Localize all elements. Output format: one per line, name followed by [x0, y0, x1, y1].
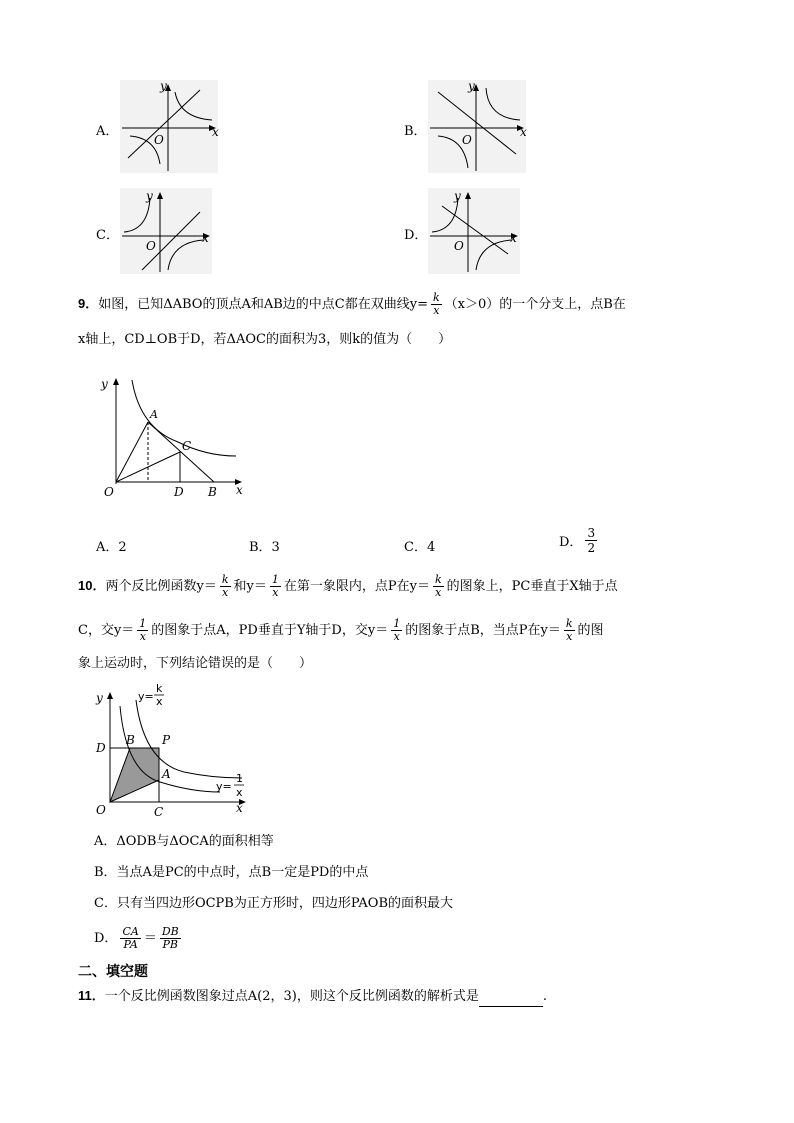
- q11-end: .: [542, 989, 547, 1004]
- q9-option-c: C．4: [404, 540, 436, 555]
- q8c-origin-label: O: [146, 239, 156, 253]
- q9-fig-A: A: [150, 408, 158, 421]
- q10-l2-a: C，交y＝: [78, 623, 135, 638]
- q8b-origin-label: O: [462, 133, 472, 147]
- q8c-y-label: y: [146, 189, 153, 203]
- q8c-x-label: x: [202, 231, 209, 245]
- q10-option-d-label: D．: [94, 931, 118, 946]
- q10-fig-one-num: 1: [236, 772, 243, 785]
- q10-fig-C: C: [154, 805, 164, 819]
- q10-l1-c: 在第一象限内，点P在y＝: [283, 579, 430, 594]
- q10-d-d2: PB: [162, 938, 179, 951]
- q10-fig-k-den: x: [156, 695, 163, 708]
- q10-l1-f2n: 1: [271, 573, 279, 586]
- q10-l1-frac3: [433, 574, 444, 599]
- q8a-y-label: y: [160, 79, 167, 93]
- q10-l2-frac2: [391, 618, 402, 643]
- q10-option-c: C．只有当四边形OCPB为正方形时，四边形PAOB的面积最大: [94, 896, 454, 911]
- q9-fig-D: D: [174, 485, 184, 499]
- q8b-y-label: y: [468, 79, 475, 93]
- q10-fig-O: O: [96, 803, 106, 817]
- q9-d-num: 3: [587, 526, 596, 540]
- q9-stem-line2: [78, 330, 451, 350]
- q10-l1-f1d: x: [222, 586, 229, 599]
- q10-fig-D: D: [96, 741, 106, 755]
- section-2-title: 二、填空题: [78, 964, 148, 980]
- q9-option-b: B．3: [249, 540, 280, 555]
- q9-option-d-label: D．: [559, 535, 583, 550]
- q10-l2-f2d: x: [393, 630, 400, 643]
- q10-option-a: A．ΔODB与ΔOCA的面积相等: [94, 834, 274, 849]
- q10-fig-k-pre: y=: [138, 690, 154, 703]
- q10-stem-line2: [78, 618, 604, 643]
- q10-number: 10．: [78, 578, 106, 593]
- q9-frac-num: k: [432, 291, 440, 304]
- q8-option-c-graph: [120, 188, 212, 274]
- q10-l2-c: 的图象于点B，当点P在y＝: [405, 623, 561, 638]
- q9-fig-C: C: [182, 439, 192, 453]
- q10-l2-frac3: [564, 618, 575, 643]
- q10-l2-b: 的图象于点A，PD垂直于Y轴于D，交y＝: [151, 623, 389, 638]
- q10-fig-B: B: [126, 733, 135, 747]
- q8b-x-label: x: [520, 125, 527, 139]
- q9-text3: x轴上，CD⊥OB于D，若ΔAOC的面积为3，则k的值为（ ）: [78, 332, 452, 347]
- q9-fig-y: y: [101, 377, 108, 391]
- q10-fig-P: P: [162, 733, 171, 747]
- q9-option-d-fraction: [585, 526, 597, 555]
- q10-l1-a: 两个反比例函数y＝: [105, 579, 217, 594]
- q10-d-frac1: [120, 926, 140, 951]
- q10-l2-f3d: x: [566, 630, 573, 643]
- q10-d-eq: ＝: [143, 931, 157, 946]
- q10-l1-f3n: k: [434, 573, 442, 586]
- q10-stem-line1: [78, 574, 618, 599]
- q10-d-n1: CA: [122, 925, 139, 938]
- q10-d-d1: PA: [123, 938, 138, 951]
- q10-l2-f3n: k: [565, 617, 573, 630]
- q10-option-b: B．当点A是PC的中点时，点B一定是PD的中点: [94, 865, 369, 880]
- q11-answer-blank[interactable]: [479, 992, 543, 1007]
- q8d-origin-label: O: [454, 239, 464, 253]
- q9-fig-x: x: [236, 483, 243, 497]
- q9-option-a: A．2: [96, 540, 127, 555]
- q10-l1-f3d: x: [435, 586, 442, 599]
- q8-option-a-graph: [120, 80, 218, 173]
- q10-fig-k-num: k: [156, 682, 163, 695]
- q9-stem-line1: [78, 292, 626, 317]
- q10-d-n2: DB: [161, 925, 179, 938]
- q9-fraction: [431, 292, 442, 317]
- q10-l3: 象上运动时，下列结论错误的是（ ）: [78, 656, 313, 671]
- q9-option-d: [559, 526, 600, 555]
- q8-option-b-graph: [428, 80, 526, 173]
- q10-l1-f1n: k: [221, 573, 229, 586]
- q10-l2-f1n: 1: [139, 617, 147, 630]
- q8a-x-label: x: [212, 125, 219, 139]
- q9-text2: （x＞0）的一个分支上，点B在: [444, 297, 626, 312]
- q11-stem: [78, 986, 547, 1007]
- q10-l2-f2n: 1: [393, 617, 401, 630]
- q10-l1-frac2: [270, 574, 281, 599]
- q10-fig-x: x: [236, 801, 243, 815]
- q10-l2-f1d: x: [139, 630, 146, 643]
- q8d-y-label: y: [454, 189, 461, 203]
- q10-l2-d: 的图: [577, 623, 604, 638]
- q9-number: 9．: [78, 296, 99, 311]
- q9-text1: 如图，已知ΔABO的顶点A和AB边的中点C都在双曲线y=: [98, 297, 428, 312]
- q8-option-d-graph: [428, 188, 520, 274]
- q9-figure: [96, 372, 256, 502]
- q10-fig-A: A: [162, 767, 171, 781]
- q10-l2-frac1: [137, 618, 148, 643]
- q10-fig-one-pre: y=: [216, 780, 232, 793]
- q8-option-b-label: B．: [404, 124, 427, 139]
- q10-stem-line3: [78, 654, 312, 674]
- q10-l1-d: 的图象上，PC垂直于X轴于点: [446, 579, 618, 594]
- q11-number: 11．: [78, 988, 105, 1003]
- q8-option-c-label: C．: [96, 228, 119, 243]
- q9-frac-den: x: [433, 304, 440, 317]
- q9-fig-B: B: [208, 485, 217, 499]
- q10-l1-frac1: [220, 574, 231, 599]
- q9-d-den: 2: [587, 541, 596, 555]
- q8a-origin-label: O: [154, 133, 164, 147]
- q10-fig-one-den: x: [236, 786, 243, 799]
- q10-option-d: [94, 924, 184, 954]
- q8-option-d-label: D．: [404, 228, 428, 243]
- q11-text: 一个反比例函数图象过点A(2，3)，则这个反比例函数的解析式是: [104, 989, 479, 1004]
- q10-l1-f2d: x: [272, 586, 279, 599]
- q10-d-frac2: [160, 926, 181, 951]
- q10-l1-b: 和y＝: [233, 579, 267, 594]
- q9-fig-O: O: [104, 485, 114, 499]
- q10-figure: [92, 684, 262, 820]
- q10-fig-y: y: [96, 691, 103, 705]
- q8d-x-label: x: [510, 231, 517, 245]
- q8-option-a-label: A．: [96, 124, 119, 139]
